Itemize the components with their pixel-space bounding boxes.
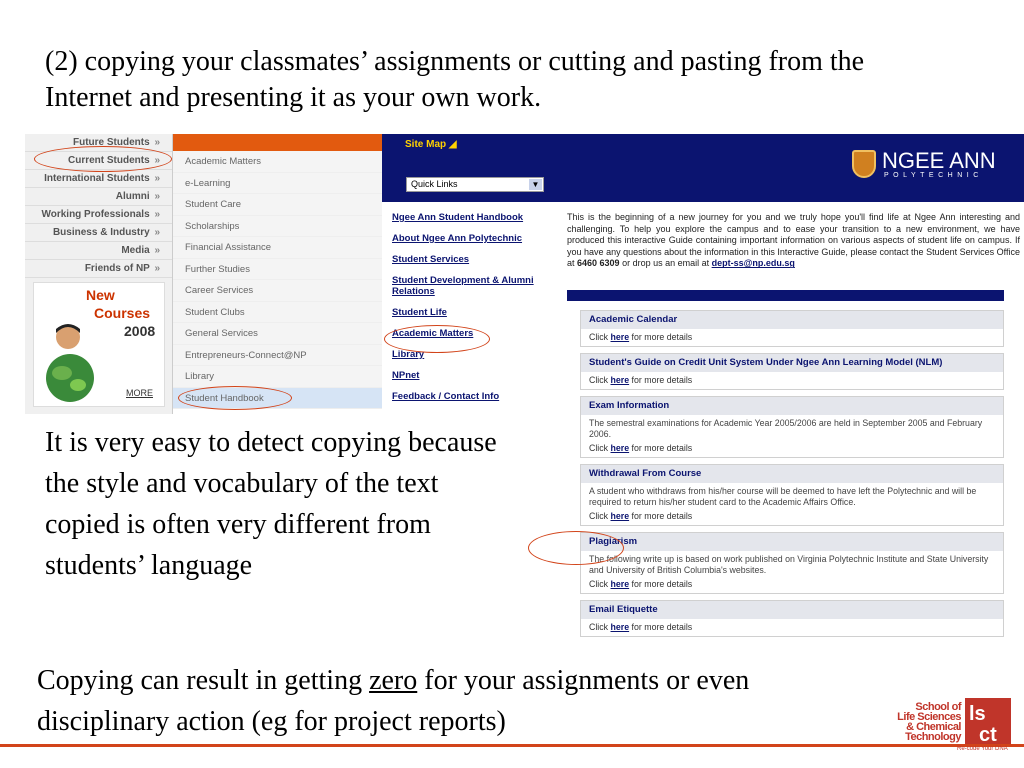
submenu-item[interactable]: Further Studies: [173, 259, 382, 281]
card-email-etiquette: [580, 600, 1004, 637]
chevron-right-icon: »: [154, 155, 160, 166]
school-name-line: Life Sciences: [897, 711, 961, 723]
ngee-ann-logo: [852, 146, 1012, 186]
chevron-right-icon: »: [154, 173, 160, 184]
phone-number: 6460 6309: [577, 258, 620, 269]
link-student-handbook[interactable]: Ngee Ann Student Handbook: [392, 212, 524, 223]
chevron-right-icon: »: [154, 245, 160, 256]
nav-label: Working Professionals: [41, 209, 150, 220]
bottom-text-prefix: Copying can result in getting: [37, 665, 370, 696]
link-student-services[interactable]: Student Services: [392, 254, 470, 265]
chevron-down-icon: ▼: [529, 179, 542, 190]
school-name: [887, 702, 961, 742]
link-about-polytechnic[interactable]: About Ngee Ann Polytechnic: [392, 233, 523, 244]
card-title: Plagiarism: [581, 533, 1003, 551]
promo-more-link[interactable]: MORE: [126, 388, 153, 398]
highlight-circle-plagiarism: [528, 531, 624, 565]
nav-item-friends-of-np[interactable]: [25, 260, 172, 278]
chevron-right-icon: »: [154, 191, 160, 202]
link-npnet[interactable]: NPnet: [392, 370, 420, 381]
crest-icon: [852, 150, 876, 178]
new-courses-promo[interactable]: [33, 282, 165, 407]
card-title: Student's Guide on Credit Unit System Under Ngee Ann Learning Model (NLM): [581, 354, 1003, 372]
nav-label: Business & Industry: [52, 227, 150, 238]
card-description: The following write up is based on work published on Virginia Polytechnic Institute and State University and University of British Columbia's websites.: [589, 554, 989, 575]
card-link-row: [581, 372, 1003, 389]
card-title: Email Etiquette: [581, 601, 1003, 619]
svg-text:ct: ct: [979, 724, 997, 744]
more-details-text: for more details: [629, 579, 693, 589]
school-tagline: Re-code Your DNA: [957, 746, 1008, 752]
slide-body-text: It is very easy to detect copying because the style and vocabulary of the text copied is often very different from students’ language: [45, 427, 497, 581]
nav-label: Alumni: [115, 191, 150, 202]
submenu-item[interactable]: Student Clubs: [173, 302, 382, 324]
submenu-item[interactable]: Financial Assistance: [173, 237, 382, 259]
chevron-right-icon: »: [154, 209, 160, 220]
more-details-text: for more details: [629, 622, 693, 632]
student-globe-image: [40, 323, 110, 403]
slide-bottom-text: [37, 660, 837, 742]
logo-subtitle: POLYTECHNIC: [884, 172, 983, 179]
card-withdrawal: [580, 464, 1004, 526]
school-logo: [887, 698, 1017, 756]
nav-item-working-professionals[interactable]: [25, 206, 172, 224]
link-student-life[interactable]: Student Life: [392, 307, 447, 318]
card-plagiarism: [580, 532, 1004, 594]
nav-item-media[interactable]: [25, 242, 172, 260]
link-feedback-contact[interactable]: Feedback / Contact Info: [392, 391, 500, 402]
card-exam-information: [580, 396, 1004, 458]
click-text: Click: [589, 579, 611, 589]
triangle-icon: ◢: [448, 139, 457, 150]
site-left-nav: [25, 134, 173, 414]
bottom-text-emphasis: zero: [369, 665, 418, 696]
more-details-text: for more details: [629, 332, 693, 342]
click-text: Click: [589, 375, 611, 385]
submenu-item[interactable]: General Services: [173, 323, 382, 345]
card-link-row: [581, 329, 1003, 346]
info-cards: [580, 310, 1004, 643]
nav-item-alumni[interactable]: [25, 188, 172, 206]
svg-text:ls: ls: [969, 703, 986, 725]
link-student-development[interactable]: Student Development & Alumni Relations: [392, 275, 534, 297]
card-academic-calendar: [580, 310, 1004, 347]
more-details-text: for more details: [629, 375, 693, 385]
quick-links-select[interactable]: [406, 177, 544, 192]
nav-label: Friends of NP: [84, 263, 150, 274]
highlight-circle-student-handbook: [178, 386, 292, 410]
footer-divider: [0, 744, 1024, 747]
quick-links-value: Quick Links: [411, 179, 458, 189]
school-name-line: & Chemical: [906, 721, 961, 733]
promo-new-text: New: [86, 287, 115, 303]
submenu-item-student-handbook[interactable]: Student Handbook: [173, 388, 382, 410]
here-link[interactable]: here: [610, 622, 630, 632]
site-side-links: [392, 212, 552, 412]
email-link[interactable]: dept-ss@np.edu.sg: [711, 258, 795, 269]
card-credit-unit-guide: [580, 353, 1004, 390]
nav-label: Future Students: [72, 137, 150, 148]
submenu-item[interactable]: Entrepreneurs-Connect@NP: [173, 345, 382, 367]
card-description: A student who withdraws from his/her course will be deemed to have left the Polytechnic and will be required to return his/her student card to the Academic Affairs Office.: [589, 486, 977, 507]
chevron-right-icon: »: [154, 137, 160, 148]
chevron-right-icon: »: [154, 227, 160, 238]
link-library[interactable]: Library: [392, 349, 425, 360]
bottom-text-suffix: for your assignments or even disciplinary action (eg for project reports): [37, 665, 750, 737]
highlight-circle-current-students: [34, 146, 172, 172]
submenu-item[interactable]: Scholarships: [173, 216, 382, 238]
submenu-banner: [173, 134, 382, 151]
slide-heading: (2) copying your classmates’ assignments or cutting and pasting from the Internet and presenting it as your own work.: [45, 46, 865, 113]
nav-label: Media: [121, 245, 150, 256]
current-students-submenu: [173, 134, 382, 414]
here-link[interactable]: here: [610, 332, 630, 342]
submenu-item[interactable]: Career Services: [173, 280, 382, 302]
link-academic-matters[interactable]: Academic Matters: [392, 328, 474, 339]
submenu-item[interactable]: Student Care: [173, 194, 382, 216]
click-text: Click: [589, 511, 611, 521]
more-details-text: for more details: [629, 511, 693, 521]
click-text: Click: [589, 443, 611, 453]
logo-name: NGEE ANN: [882, 148, 996, 173]
submenu-item[interactable]: e-Learning: [173, 173, 382, 195]
card-link-row: [581, 619, 1003, 636]
site-map-label: Site Map: [405, 139, 447, 150]
site-map-link[interactable]: [405, 139, 457, 150]
here-link[interactable]: here: [610, 511, 630, 521]
intro-text: This is the beginning of a new journey for you and we truly hope you'll find life at Ngee Ann interesting and challenging. To help you explore the campus and to ease your transition to a new environment, we have produced this interactive Guide containing important information on various aspects of student life on campus. If you have any questions about the information in this Interactive Guide, please contact the Student Services Office at: [567, 212, 1020, 269]
card-link-row: [581, 576, 1003, 593]
click-text: Click: [589, 622, 611, 632]
card-link-row: [581, 440, 1003, 457]
nav-item-business-industry[interactable]: [25, 224, 172, 242]
promo-courses-text: Courses: [94, 305, 151, 321]
school-name-line: Technology: [905, 731, 961, 743]
card-title: Academic Calendar: [581, 311, 1003, 329]
click-text: Click: [589, 332, 611, 342]
site-header: [382, 134, 1024, 202]
submenu-item[interactable]: Academic Matters: [173, 151, 382, 173]
card-title: Withdrawal From Course: [581, 465, 1003, 483]
submenu-item[interactable]: Library: [173, 366, 382, 388]
nav-label: Current Students: [67, 155, 150, 166]
intro-paragraph: [567, 212, 1020, 270]
divider-bar: [567, 290, 1004, 301]
promo-year-text: 2008: [124, 323, 156, 339]
intro-text-mid: or drop us an email at: [619, 258, 712, 269]
here-link[interactable]: here: [610, 579, 630, 589]
card-description: The semestral examinations for Academic Year 2005/2006 are held in September 2005 and February 2006.: [589, 418, 983, 439]
lsct-logo-icon: [965, 698, 1011, 744]
chevron-right-icon: »: [154, 263, 160, 274]
here-link[interactable]: here: [610, 443, 630, 453]
more-details-text: for more details: [629, 443, 693, 453]
card-link-row: [581, 508, 1003, 525]
highlight-circle-academic-matters: [384, 325, 490, 353]
school-name-line: School of: [915, 701, 961, 713]
nav-label: International Students: [44, 173, 150, 184]
here-link[interactable]: here: [610, 375, 630, 385]
nav-item-international-students[interactable]: [25, 170, 172, 188]
card-title: Exam Information: [581, 397, 1003, 415]
